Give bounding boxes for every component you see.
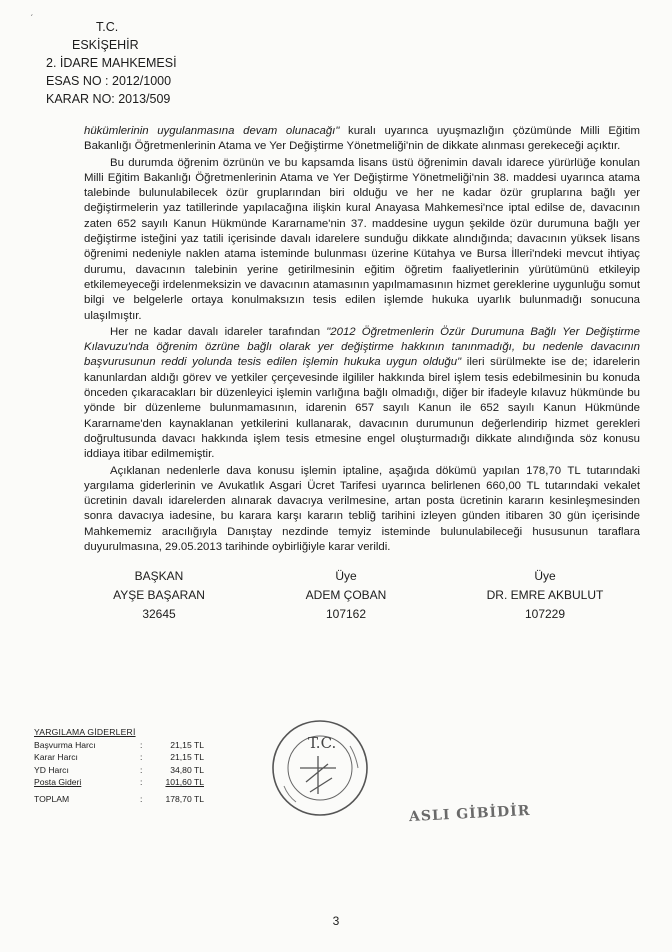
cost-label: YD Harcı xyxy=(34,764,69,775)
signature-role: Üye xyxy=(534,569,556,583)
paragraph-1-quote: hükümlerinin uygulanmasına devam olunacağı" xyxy=(84,125,340,137)
header-esas: ESAS NO : 2012/1000 xyxy=(46,74,172,88)
cost-label: Posta Gideri xyxy=(34,777,82,787)
table-row xyxy=(34,764,206,777)
cost-colon: : xyxy=(140,777,143,787)
signature-name: AYŞE BAŞARAN xyxy=(113,588,205,602)
signature-member-1 xyxy=(266,567,426,624)
cost-colon: : xyxy=(140,739,143,750)
header-karar: KARAR NO: 2013/509 xyxy=(46,92,171,106)
signature-name: DR. EMRE AKBULUT xyxy=(486,588,604,602)
seal-text: T.C. xyxy=(308,734,337,752)
court-costs xyxy=(34,726,234,805)
paragraph-3-text: ileri sürülmekte ise de; idarelerin kanunlardan aldığı görev ve yetkiler çerçevesinde ilgililer hakkında birel işlem tesis edebilmesinin bu konuda önceden çıkaracakları bir düzenleyici işlemin varlığına bağlı olmadığı, diğer bir ifadeyle kılavuz hükmünde bu yönde bir düzenleme bulunmamasının, idarenin 657 sayılı Kanun ile 652 sayılı Kanun Hükmünde Kararname'den kaynaklanan yetkilerini kullanarak, davacının durumunun değerlendirip hizmet gerekleri doğrultusunda davacı hakkında işlem tesis etmesine engel oluşturmadığı dikkate alındığında söz konusu iddiaya itibar edilmemiştir. xyxy=(84,356,641,461)
cost-label: Başvurma Harcı xyxy=(34,739,96,750)
cost-value: 101,60 TL xyxy=(165,777,204,787)
header-tc: T.C. xyxy=(96,20,119,34)
cost-colon: : xyxy=(140,764,143,775)
signature-role: BAŞKAN xyxy=(134,569,184,583)
paragraph-3 xyxy=(84,325,640,463)
page-number: 3 xyxy=(332,914,340,928)
header-city: ESKİŞEHİR xyxy=(72,38,139,52)
signature-member-2 xyxy=(465,567,625,624)
document-header xyxy=(46,18,177,108)
cost-value: 21,15 TL xyxy=(170,752,204,762)
decision-body xyxy=(84,124,640,556)
cost-colon: : xyxy=(140,793,143,804)
scan-speck: ˊ xyxy=(30,14,34,25)
signature-president xyxy=(79,567,239,624)
signature-number: 107162 xyxy=(325,607,367,621)
header-court: 2. İDARE MAHKEMESİ xyxy=(46,56,177,70)
signature-number: 107229 xyxy=(524,607,566,621)
signature-name: ADEM ÇOBAN xyxy=(305,588,387,602)
total-label: TOPLAM xyxy=(34,793,70,804)
table-row-total xyxy=(34,789,206,806)
signature-number: 32645 xyxy=(142,607,176,621)
table-row xyxy=(34,739,206,752)
costs-table xyxy=(34,739,206,806)
cost-value: 34,80 TL xyxy=(170,764,204,775)
paragraph-3-lead: Her ne kadar davalı idareler tarafından xyxy=(110,325,327,338)
paragraph-1-text: kuralı uyarınca uyuşmazlığın çözümünde Milli Eğitim Bakanlığı Öğretmenlerinin Atama ve Yer Değiştirme Yönetmeliği'nin de dikkate alınması gerekeceği açıktır. xyxy=(84,125,640,153)
table-row xyxy=(34,751,206,764)
table-row xyxy=(34,776,206,789)
signature-role: Üye xyxy=(335,569,357,583)
cost-colon: : xyxy=(140,752,143,762)
paragraph-4: Açıklanan nedenlerle dava konusu işlemin iptaline, aşağıda dökümü yapılan 178,70 TL tutarındaki yargılama giderlerinin ve Avukatlık Asgari Ücret Tarifesi uyarınca belirlenen 660,00 TL tutarındaki vekalet ücretinin davalı idarelerden alınarak davacıya verilmesine, artan posta ücretinin kararın kesinleşmesinden sonra davacıya iadesine, bu karara karşı kararın tebliğ tarihini izleyen günden itibaren 30 gün içerisinde Mahkememiz aracılığıyla Danıştay nezdinde temyiz isteminde bulunulabileceği hususunun taraflara duyurulmasına, 29.05.2013 tarihinde oybirliğiyle karar verildi. xyxy=(84,464,640,554)
certified-copy-stamp: ASLI GİBİDİR xyxy=(408,802,531,826)
paragraph-3-quote: "2012 Öğretmenlerin Özür Durumuna Bağlı Yer Değiştirme Kılavuzu'nda öğrenim özrüne bağlı olarak yer değiştirme hakkının tanınmadığı, bu nedenle davacının başvurusunun reddi yolunda tesis edilen işlemin hukuka uygun olduğu" xyxy=(84,325,640,369)
cost-value: 21,15 TL xyxy=(170,739,204,750)
court-seal xyxy=(266,716,374,820)
total-value: 178,70 TL xyxy=(165,793,204,804)
paragraph-1 xyxy=(84,124,640,155)
paragraph-2: Bu durumda öğrenim özrünün ve bu kapsamda lisans üstü öğrenimin davalı idarece yürürlüğe konulan Milli Eğitim Bakanlığı Öğretmenlerinin Atama ve Yer Değiştirme Yönetmeliği'nin 38. maddesi uyarınca atama talebinde bulunulabilecek özür gruplarından biri olduğu ve her ne kadar özür gruplarına bağlı yer değiştirmelerin yaz tatillerinde yapılacağına ilişkin kural Anayasa Mahkemesi'nce iptal edilse de, davacının zaten 652 sayılı Kanun Hükmünde Kararname'nin 37. maddesine uygun şekilde özür durumuna bağlı yer değiştirme isteğini yaz tatili içerisinde davalı idarelere sunduğu dikkate alındığında; davacının yüksek lisans öğrenimi nedeniyle naklen atama isteminde bulunması üzerine Kütahya ve Bursa İlleri'ndeki mevcut ihtiyaç durumu, davacının talebinin yerine getirilmesinin eğitim öğretim faaliyetlerinin yürütümünü etkileyip etkilemeyeceği irdelenmeksizin ve davacının atamasının yapılmamasının hizmet gereklerine uygunluğu somut bilgi ve belgelerle ortaya konulmaksızın tesis edilen işlemde hukuka uyarlık bulunmadığı sonucuna ulaşılmıştır. xyxy=(84,156,640,322)
costs-title: YARGILAMA GİDERLERİ xyxy=(34,727,136,737)
cost-label: Karar Harcı xyxy=(34,752,78,762)
